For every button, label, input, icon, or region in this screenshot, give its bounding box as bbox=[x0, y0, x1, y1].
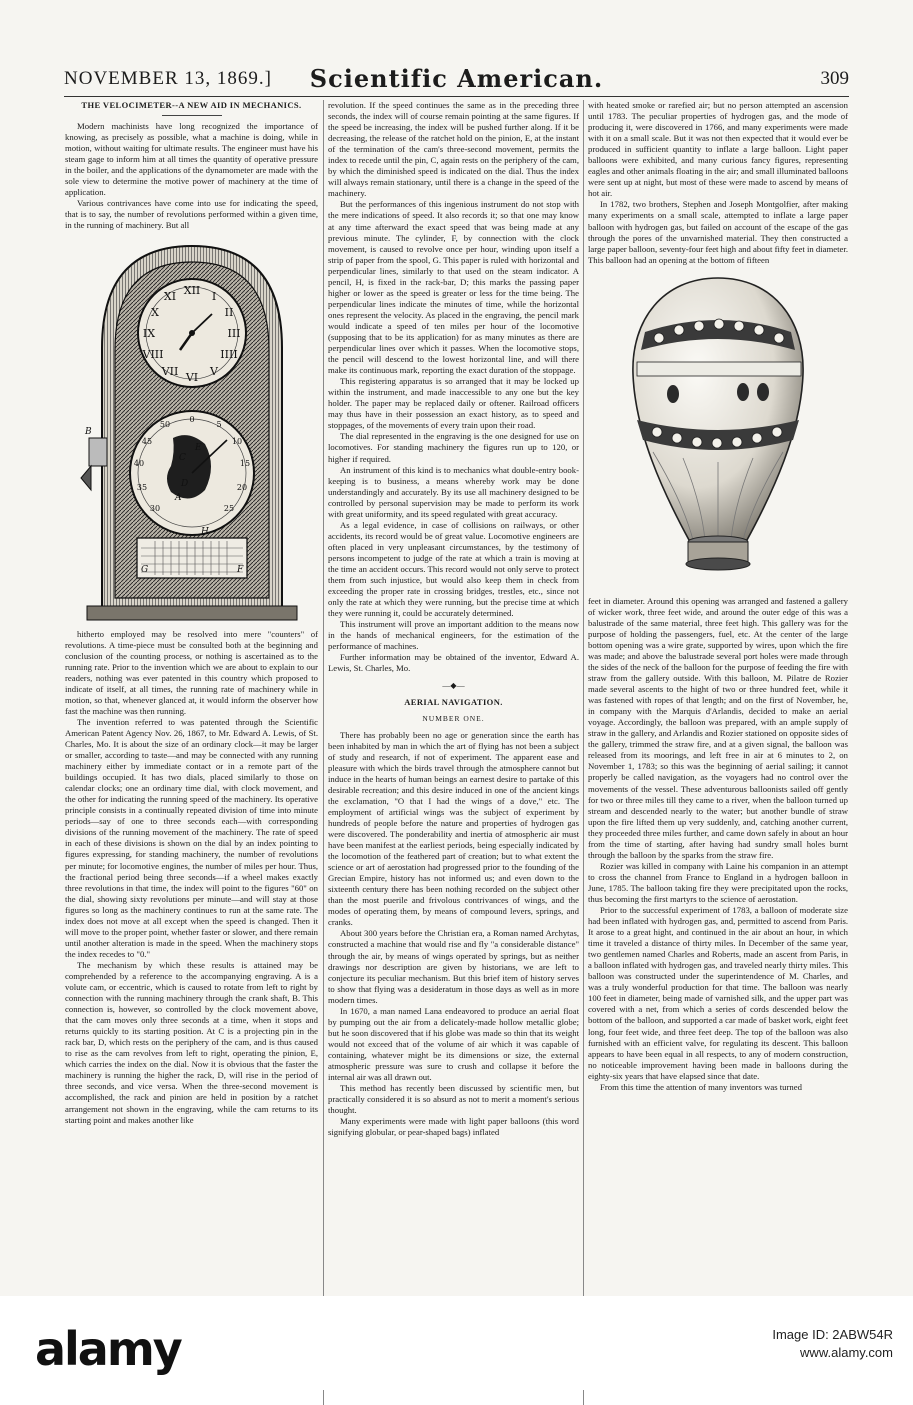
paragraph: The invention referred to was patented through the Scientific American Patent Agency Nov. 26, 1867, to Mr. Edward A. Lewis, of St. Charles, Mo. It is about the size of an ordinary clock—it may be larger or smaller, according to taste—and may be connected with any running machinery either by immediate contact or in a remote part of the buildings occupied. It has two dials, placed similarly to those on calendar clocks; one an ordinary time dial, with clock movement, and the other for indicating the running speed of the machinery. Its operative principle consists in a continually repeated division of time into minute periods—say of one to three seconds each—with corresponding divisions of the running movement of the machinery. The rate of speed in each of these divisions is shown on the dial by an index pointing to figures expressing, for standing machinery, the number of revolutions per minute; for locomotive engines, the number of miles per hour. Thus, the fractional period being three seconds—if a wheel makes exactly three revolutions in that time, the index will point to the figures "60" on the dial, showing sixty revolutions per minute—and will stay at those figures so long as the machinery continues to run at the same rate. The index does not move at all except when the speed is changed. Then it will move to the proper point, whether faster or slower, and there remain until another alteration is made in the speed. When the machinery stops the index recedes to "0." bbox=[65, 716, 318, 959]
label-a: A bbox=[174, 492, 181, 503]
svg-text:II: II bbox=[224, 305, 233, 319]
paragraph: But the performances of this ingenious instrument do not stop with the mere indications of speed. It also records it; so that one may know at any time afterward the exact speed that was being made at any previous minute. The cylinder, F, by connection with the clock movement, is caused to revolve once per hour, winding upon itself a strip of paper from the spool, G. This paper is ruled with horizontal and perpendicular lines, similarly to that used on the steam indicator. A pencil, H, is fixed in the rack-bar, D; this marks the passing paper higher or lower as the speed is greater or less for the time being. The perpendicular lines indicate the minutes of time, while the horizontal ones represent the velocity. As placed in the engraving, the pencil mark would indicate a speed of ten miles per hour of the locomotive (supposing that to be its application) for as many minutes as there are perpendicular lines over which it passes. When the locomotive stops, the pencil will descend to the lowest horizontal line, and will there make its continuous mark, reporting the exact duration of the stoppage. bbox=[328, 199, 579, 376]
dial-number: 0 bbox=[188, 414, 195, 424]
stock-banner bbox=[0, 1296, 913, 1390]
velocimeter-engraving bbox=[77, 238, 307, 623]
page-header bbox=[64, 62, 849, 98]
dial-number: 35 bbox=[136, 482, 147, 492]
svg-text:I: I bbox=[211, 289, 216, 303]
dial-number: 10 bbox=[231, 436, 242, 446]
page-number: 309 bbox=[820, 68, 849, 89]
column-divider bbox=[583, 100, 584, 1405]
paragraph: Rozier was killed in company with Laine his companion in an attempt to cross the channel from France to England in a hydrogen balloon in June, 1785. The balloon taking fire they were precipitated upon the rocks, thus becoming the first martyrs to the science of aerostation. bbox=[588, 860, 848, 904]
stock-url: www.alamy.com bbox=[800, 1345, 893, 1360]
label-g: G bbox=[140, 564, 148, 575]
dial-number: 20 bbox=[236, 482, 247, 492]
dial-number: 15 bbox=[239, 458, 250, 468]
paragraph: The dial represented in the engraving is the one designed for use on locomotives. For standing machinery the figures run up to 120, or higher if required. bbox=[328, 431, 579, 464]
paragraph: hitherto employed may be resolved into mere "counters" of revolutions. A time-piece must be consulted both at the beginning and conclusion of the counting process, or nothing is ascertained as to the running rate. Prior to the invention which we are about to explain to our readers, nothing was ever patented in this country which proposed to indicate of itself, at all times, the running rate of machinery while in motion, so that, whenever glanced at, it would inform the observer how fast the machine was then running. bbox=[65, 628, 318, 716]
svg-text:VI: VI bbox=[185, 370, 198, 384]
stock-info bbox=[772, 1326, 893, 1362]
dial-number: 30 bbox=[149, 503, 160, 513]
paragraph: Prior to the successful experiment of 1783, a balloon of moderate size had been inflated with hydrogen gas, and, permitted to ascend from Paris. It arose to a great hight, and continued in the air about an hour, in which time it traveled a distance of thirty miles. In December of the same year, two gentlemen named Charles and Roberts, made an ascent from Paris, in a balloon inflated with hydrogen gas, and traveled nearly thirty miles. This balloon was constructed under the superintendence of M. Charles, and was a truly wonderful production for that time. The balloon was nearly 100 feet in diameter, being made of varnished silk, and the upper part was covered with a net, from which a series of cords descended below the bottom of the balloon, and supported a car made of basket work, eight feet long, four feet wide, and three feet deep. The top of the balloon was also furnished with an efficient valve, for regulating its descent. This balloon appears to have been equal in all respects, to any of modern construction, no noticeable improvement having been made in balloons during the eighty-six years that have elapsed since that date. bbox=[588, 905, 848, 1081]
alamy-logo: alamy bbox=[35, 1322, 181, 1376]
paragraph: revolution. If the speed continues the same as in the preceding three seconds, the index will of course remain pointing at the same figures. If the speed be increasing, the index will be pushed further along. If it be decreasing, the release of the ratchet hold on the pinion, E, at the instant of the termination of the cam's three-second movement, permits the index to recede until the pin, C, again rests on the periphery of the cam, by which the diminished speed is indicated on the dial. Thus the index will always remain stationary, until there is a change in the speed of the machinery. bbox=[328, 100, 579, 199]
column-2 bbox=[328, 100, 579, 1138]
paragraph: As a legal evidence, in case of collisions on railways, or other accidents, its record would be of great value. Locomotive engineers are often placed in very unpleasant circumstances, by the testimony of persons incompetent to judge of the rate at which a train is moving at the time an accident occurs. This record would not only serve to protect them from such injustice, but would also keep them in check from exceeding the proper rate in crossing bridges, trestles, etc., since not only the rate at which they were running, but the precise time at which they were running it, could be accurately determined. bbox=[328, 519, 579, 619]
svg-text:IIII: IIII bbox=[219, 347, 238, 361]
article-title: AERIAL NAVIGATION. bbox=[404, 697, 503, 708]
label-h: H bbox=[200, 526, 209, 537]
paragraph: Many experiments were made with light paper balloons (this word signifying globular, or pear-shaped bags) inflated bbox=[328, 1116, 579, 1138]
svg-text:VII: VII bbox=[161, 364, 178, 378]
label-e: E bbox=[194, 442, 202, 453]
paragraph: This instrument will prove an important addition to the means now in the hands of mechanical engineers, for the estimation of the performance of machines. bbox=[328, 619, 579, 652]
dial-number: 40 bbox=[133, 458, 144, 468]
title-rule bbox=[162, 115, 222, 116]
paragraph: Modern machinists have long recognized the importance of knowing, as precisely as possible, what a machine is doing, while in motion, without waiting for ultimate results. The engineer must have his steam gage to inform him at all times the quantity of operative pressure in the boiler, and the applications of the dynamometer are made with the sole view to determine the motive power of machinery at the time of application. bbox=[65, 121, 318, 198]
label-b: B bbox=[84, 426, 92, 437]
svg-text:XII: XII bbox=[183, 283, 200, 297]
column-divider bbox=[323, 100, 324, 1405]
paragraph: There has probably been no age or generation since the earth has been inhabited by man in which the art of flying has not been a subject of study and research, if not of experiment. The apparent ease and pleasure with which the birds travel through the atmosphere cannot but induce in the hearts of human beings an earnest desire to partake of this desirable recreation; and this desire induced in one of the ancient kings the exclamation, "O that I had the wings of a dove," etc. The employment of artificial wings was the subject of experiment by hundreds of people before the nature and properties of hydrogen gas were discovered. The ponderability and inertia of atmospheric air must have been manifest at the earliest periods, being especially indicated by the locomotion of the feathered part of creation; but to what extent the science or art of aerostation had progressed prior to the founding of the Grecian Empire, history has not informed us; and even down to the sixteenth century there has been nothing recorded on the subject other than the most puerile and frivolous contrivances of wings, and the modes of operating them, by means of compound levers, springs, and cranks. bbox=[328, 729, 579, 928]
paragraph: Various contrivances have come into use for indicating the speed, that is to say, the number of revolutions performed within a given time, in the running of machinery. But all bbox=[65, 198, 318, 231]
dial-number: 25 bbox=[223, 503, 234, 513]
svg-text:III: III bbox=[226, 326, 241, 340]
masthead-title: Scientific American. bbox=[309, 64, 604, 93]
montgolfier-balloon-engraving bbox=[623, 272, 813, 590]
dial-number: 5 bbox=[215, 419, 222, 429]
dial-number: 50 bbox=[159, 419, 170, 429]
article-subtitle: NUMBER ONE. bbox=[422, 713, 485, 723]
paragraph: About 300 years before the Christian era, a Roman named Archytas, constructed a machine that would rise and fly "a considerable distance" through the air, by means of wings operated by springs, but as neither drawings nor description are given by historians, we are left to conjecture its peculiar mechanism. But this brief item of history serves to show that flying was a desideratum in those days as well as in more modern times. bbox=[328, 928, 579, 1005]
label-d: D bbox=[180, 478, 188, 489]
header-rule bbox=[64, 96, 849, 97]
label-f: F bbox=[236, 564, 243, 575]
paragraph: This registering apparatus is so arranged that it may be locked up within the instrument, and made inaccessible to any one but the key holder. The paper may be replaced daily or oftener. Railroad officers may thus have in their possession an exact history, as to speed and stoppages, of the movements of every train upon their road. bbox=[328, 376, 579, 431]
svg-text:X: X bbox=[150, 305, 159, 319]
column-3 bbox=[588, 100, 848, 1093]
issue-date: NOVEMBER 13, 1869.] bbox=[64, 68, 272, 89]
paragraph: An instrument of this kind is to mechanics what double-entry book-keeping is to business, a means whereby work may be done understandingly and accurately. By its use all machinery designed to be controlled by personal supervision may be made to perform its work with great uniformity, and its speed regulated with great accuracy. bbox=[328, 464, 579, 519]
ornament-divider: —◆— bbox=[442, 681, 465, 691]
svg-text:XI: XI bbox=[163, 289, 176, 303]
paragraph: From this time the attention of many inventors was turned bbox=[600, 1081, 802, 1092]
svg-text:V: V bbox=[209, 364, 218, 378]
paragraph: with heated smoke or rarefied air; but no person attempted an ascension until 1783. The peculiar properties of hydrogen gas, and the mode of producing it, were discovered in 1766, and many experiments were made with it on a small scale. But it was not then expected that it would ever be produced in sufficient quantity to inflate a large balloon. Light paper balloons were exhibited, and many curious fancy figures, representing eagles and other animals floating in the air; and small illuminated balloons were sent up at night, but most of these were made to ascend by means of hot air. bbox=[588, 100, 848, 199]
svg-text:VIII: VIII bbox=[142, 347, 163, 361]
column-1 bbox=[65, 100, 318, 1126]
image-id: Image ID: 2ABW54R bbox=[772, 1327, 893, 1342]
label-c: C bbox=[178, 452, 186, 463]
paragraph: In 1782, two brothers, Stephen and Joseph Montgolfier, after making many experiments on a small scale, attempted to inflate a large paper balloon with hydrogen gas, but failed on account of the escape of the gas through the pores of the unvarnished material. They then constructed a large paper balloon, seventy-four feet high and about fifty feet in diameter. This balloon had an opening at the bottom of fifteen bbox=[588, 199, 848, 265]
paragraph: This method has recently been discussed by scientific men, but practically considered it is so absurd as not to merit a moment's serious thought. bbox=[328, 1083, 579, 1116]
paragraph: feet in diameter. Around this opening was arranged and fastened a gallery of wicker work, three feet wide, and around the outer edge of this was a balustrade of the same material, three feet high. This gallery was for the purpose of holding the passengers, fuel, etc. At the center of the large bottom opening was a wire grate, supported by wires, upon which the fire was made; and above the balustrade several port holes were made through the sides of the neck of the balloon for the purpose of feeding the fire with straw from the gallery outside. With this balloon, M. Pilatre de Rozier made several ascents to the hight of two or three hundred feet, while it was fastened with ropes of that length; and on the first of November, he, in company with the Marquis d'Arlandis, decided to make an aerial voyage. Accordingly, the balloon was prepared, with an ample supply of straw in the gallery, and Arlandis and Rozier stationed on opposite sides of the gallery, trimmed the straw fire, and at a given signal, the balloon was released from its moorings, and left free in air at 6 minutes to 2, on November 1, 1783; so this was the beginning of aerial sailing; it cannot properly be called navigation, as the voyagers had no control over the movements of the vessel. These adventurous balloonists sailed off gently for two or three miles till they came to a river, when the balloon turned up stream and descended nearly to the water; but another bundle of straw upon the fire lifted them up very suddenly, and, catching another current, they proceeded three miles further, and came down safely in about an hour from the time of starting, after having had sundry small holes burnt through the balloon by the sparks from the straw fire. bbox=[588, 595, 848, 860]
paragraph: In 1670, a man named Lana endeavored to produce an aerial float by pumping out the air from a delicately-made hollow metallic globe; but he soon discovered that if his globe was made so thin that its weight would not exceed that of the volume of air which it was capable of containing, whatever might be its dimensions or size, the external atmospheric pressure was sure to crush and collapse it before the internal air was all drawn out. bbox=[328, 1005, 579, 1083]
svg-text:IX: IX bbox=[142, 326, 155, 340]
paragraph: The mechanism by which these results is attained may be comprehended by a reference to the accompanying engraving. A is a volute cam, or eccentric, which is caused to rotate from left to right by connection with the running machinery through the crank shaft, B. This connection is, however, so controlled by the clock movement above, that the cam moves only three seconds at a time, when it stops and returns quickly to its starting position. At C is a projecting pin in the rack bar, D, which rests on the periphery of the cam, and is thus caused to rise as the cam revolves from left to right, operating the pinion, E, which carries the index on the dial. Now it is obvious that the faster the machinery is running the higher the rack, D, will rise in the period of three seconds, and vice versa. When the three-second movement is accomplished, the rack and pinion are held in position by a ratchet arrangement not shown in the engraving, while the cam returns to its starting point and makes another like bbox=[65, 959, 318, 1125]
article-title: THE VELOCIMETER--A NEW AID IN MECHANICS. bbox=[81, 100, 302, 110]
paragraph: Further information may be obtained of the inventor, Edward A. Lewis, St. Charles, Mo. bbox=[328, 652, 579, 674]
dial-number: 45 bbox=[141, 436, 152, 446]
